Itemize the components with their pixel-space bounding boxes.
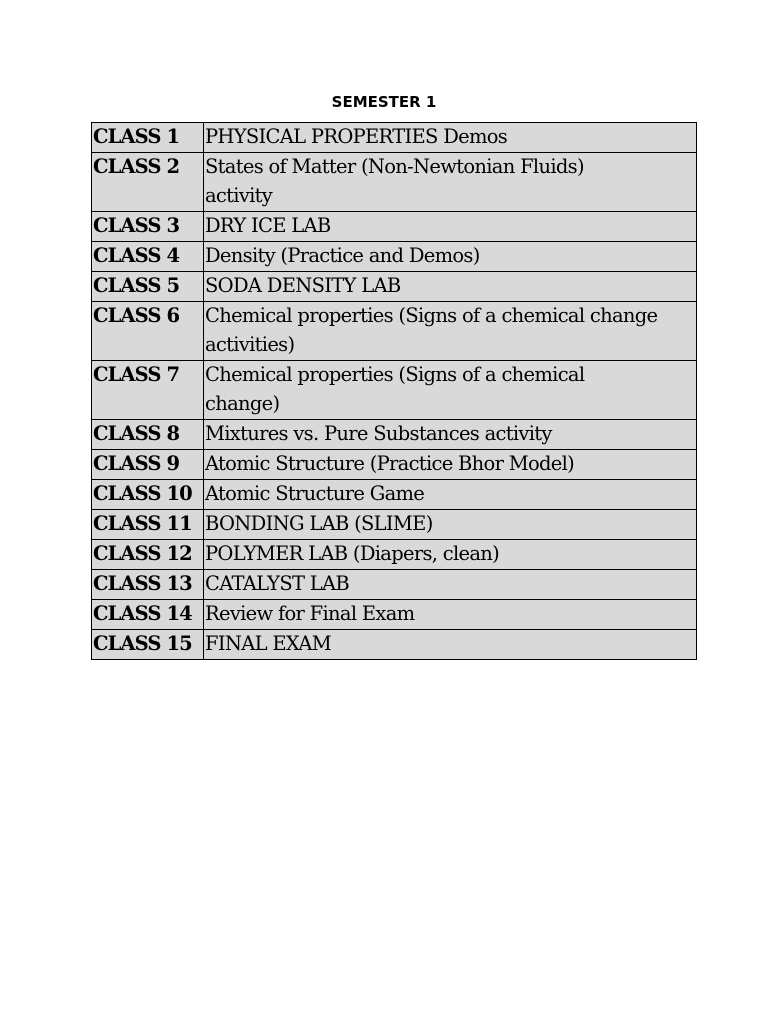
activity-cell: [204, 510, 697, 540]
activity-cell: [204, 420, 697, 450]
activity-cell: [204, 272, 697, 302]
activity-text: activities): [205, 333, 295, 356]
activity-text: CATALYST LAB: [205, 572, 350, 595]
table-row: [92, 480, 697, 510]
table-row: [92, 420, 697, 450]
activity-text: DRY ICE LAB: [205, 214, 331, 237]
activity-text: Atomic Structure Game: [205, 482, 425, 505]
class-label: CLASS 12: [92, 540, 204, 570]
table-row: [92, 153, 697, 212]
class-label: CLASS 14: [92, 600, 204, 630]
activity-text: Review for Final Exam: [205, 602, 415, 625]
table-row: [92, 630, 697, 660]
table-row: [92, 302, 697, 361]
class-label: CLASS 7: [92, 361, 204, 420]
activity-text: FINAL EXAM: [205, 632, 331, 655]
activity-cell: [204, 600, 697, 630]
activity-text: Mixtures vs. Pure Substances activity: [205, 422, 552, 445]
class-label: CLASS 1: [92, 123, 204, 153]
table-row: [92, 600, 697, 630]
activity-cell: [204, 450, 697, 480]
activity-cell: [204, 153, 697, 212]
activity-text: change): [205, 392, 280, 415]
activity-cell: [204, 570, 697, 600]
table-row: [92, 242, 697, 272]
class-label: CLASS 15: [92, 630, 204, 660]
activity-text: SODA DENSITY LAB: [205, 274, 401, 297]
activity-text: PHYSICAL PROPERTIES Demos: [205, 125, 508, 148]
class-label: CLASS 5: [92, 272, 204, 302]
table-row: [92, 540, 697, 570]
class-label: CLASS 13: [92, 570, 204, 600]
class-label: CLASS 3: [92, 212, 204, 242]
activity-cell: [204, 302, 697, 361]
activity-cell: [204, 480, 697, 510]
activity-text: Density (Practice and Demos): [205, 244, 480, 267]
table-row: [92, 212, 697, 242]
activity-text: activity: [205, 184, 273, 207]
class-label: CLASS 8: [92, 420, 204, 450]
class-label: CLASS 10: [92, 480, 204, 510]
schedule-table: [91, 122, 697, 660]
activity-cell: [204, 540, 697, 570]
activity-text: Chemical properties (Signs of a chemical: [205, 363, 585, 386]
activity-text: States of Matter (Non-Newtonian Fluids): [205, 155, 584, 178]
activity-cell: [204, 242, 697, 272]
activity-text: BONDING LAB (SLIME): [205, 512, 433, 535]
table-row: [92, 570, 697, 600]
activity-text: Atomic Structure (Practice Bhor Model): [205, 452, 575, 475]
table-row: [92, 510, 697, 540]
class-label: CLASS 2: [92, 153, 204, 212]
activity-text: POLYMER LAB (Diapers, clean): [205, 542, 500, 565]
table-row: [92, 123, 697, 153]
class-label: CLASS 6: [92, 302, 204, 361]
activity-cell: [204, 630, 697, 660]
class-label: CLASS 9: [92, 450, 204, 480]
activity-text: Chemical properties (Signs of a chemical change: [205, 304, 658, 327]
page-title: SEMESTER 1: [331, 93, 437, 111]
activity-cell: [204, 123, 697, 153]
activity-cell: [204, 361, 697, 420]
activity-cell: [204, 212, 697, 242]
table-row: [92, 361, 697, 420]
table-row: [92, 450, 697, 480]
class-label: CLASS 11: [92, 510, 204, 540]
class-label: CLASS 4: [92, 242, 204, 272]
table-row: [92, 272, 697, 302]
